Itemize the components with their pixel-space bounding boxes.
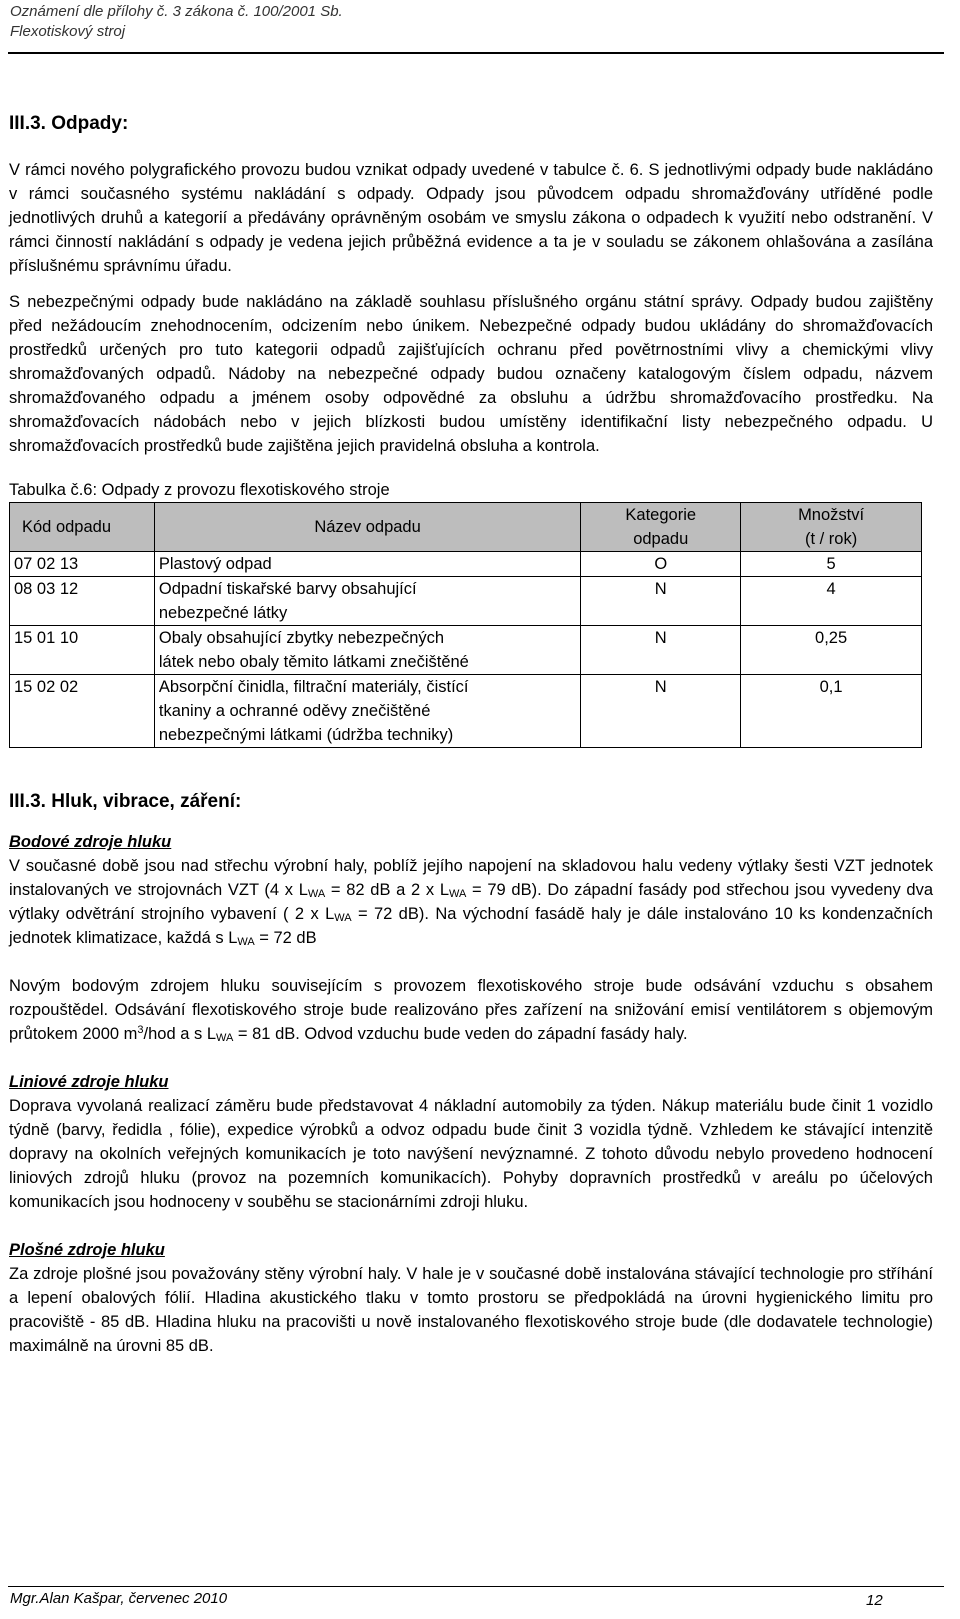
cell-category: O — [581, 552, 741, 577]
cell-name — [154, 552, 580, 577]
area-sources-paragraph: Za zdroje plošné jsou považovány stěny výrobní haly. V hale je v současné době instalována stávající technologie pro stříhání a lepení obalových fólií. Hladina akustického tlaku v tomto prostoru se předpokládá na úrovni hygienického limitu pro pracoviště - 85 dB. Hladina hluku na pracovišti u nově instalovaného flexotiskového stroje bude (dle dodavatele technologie) maximálně na úrovni 85 dB. — [9, 1265, 933, 1355]
cell-code: 07 02 13 — [10, 552, 155, 577]
header-subtitle: Flexotiskový stroj — [10, 23, 126, 40]
cell-code: 15 02 02 — [10, 675, 155, 748]
table-header-row — [10, 503, 922, 552]
text-run: V současné době jsou nad střechu výrobní haly, poblíž jejího napojení na skladovou halu vedeny výtlaky šesti VZT jednotek instalovaných ve strojovnách VZT (4 x L — [9, 857, 933, 899]
header-amount — [741, 503, 922, 552]
cell-category: N — [581, 675, 741, 748]
text-run: Novým bodovým zdrojem hluku souvisejícím s provozem flexotiskového stroje bude odsávání vzduchu s obsahem rozpouštědel. Odsávání flexotiskového stroje bude realizováno přes zařízení na snižování emisí ventilátorem s objemovým průtokem 2000 m — [9, 977, 933, 1043]
subscript: WA — [449, 888, 467, 900]
cell-amount: 0,1 — [741, 675, 922, 748]
footer-divider — [8, 1586, 944, 1587]
subscript: WA — [307, 888, 326, 900]
cell-name — [154, 675, 580, 748]
table-row — [10, 552, 922, 577]
text-run: = 82 dB a 2 x L — [325, 881, 450, 899]
point-sources-paragraph-2 — [9, 974, 933, 1046]
page-header — [10, 2, 940, 42]
cell-name — [154, 626, 580, 675]
text-run: = 72 dB). Na východní fasádě haly je dále instalováno 10 ks kondenzačních jednotek klimatizace, každá s L — [9, 905, 933, 947]
cell-amount: 0,25 — [741, 626, 922, 675]
header-code: Kód odpadu — [10, 503, 155, 552]
header-amount-line-1: Množství — [798, 506, 865, 524]
cell-name-line: Plastový odpad — [158, 555, 272, 573]
noise-heading: III.3. Hluk, vibrace, záření: — [9, 791, 242, 812]
table-row — [10, 577, 922, 626]
subscript: WA — [237, 936, 255, 948]
point-sources-title: Bodové zdroje hluku — [9, 833, 172, 851]
cell-name-line: Odpadní tiskařské barvy obsahující — [158, 580, 417, 598]
cell-name-line: Obaly obsahující zbytky nebezpečných — [158, 629, 445, 647]
cell-name-line: nebezpečné látky — [158, 604, 288, 622]
subscript: WA — [334, 912, 352, 924]
line-sources-title: Liniové zdroje hluku — [9, 1073, 169, 1091]
cell-name — [154, 577, 580, 626]
cell-category: N — [581, 577, 741, 626]
waste-paragraph-2: S nebezpečnými odpady bude nakládáno na základě souhlasu příslušného orgánu státní správy. Odpady budou zajištěny před nežádoucím znehodnocením, odcizením nebo únikem. Nebezpečné odpady budou ukládány do shromažďovacích prostředků určených pro tuto kategorii odpadů zajišťujících ochranu před povětrnostními vlivy a chemickými vlivy shromažďovaných odpadů. Nádoby na nebezpečné odpady budou označeny katalogovým číslem odpadu, názvem shromažďovaného odpadu a jménem osoby odpovědné za obsluhu a údržbu shromažďovacího prostředku. Na shromažďovacích nádobách nebo v jejich blízkosti budou umístěny identifikační listy nebezpečného odpadu. U shromažďovacích prostředků bude zajištěna jejich pravidelná obsluha a kontrola. — [9, 293, 933, 455]
point-sources-paragraph-1 — [9, 854, 933, 950]
table-caption: Tabulka č.6: Odpady z provozu flexotiskového stroje — [9, 481, 390, 499]
table-row — [10, 626, 922, 675]
cell-name-line: Absorpční činidla, filtrační materiály, čistící — [158, 678, 469, 696]
header-category-line-2: odpadu — [633, 530, 689, 548]
cell-category: N — [581, 626, 741, 675]
page-number: 12 — [866, 1592, 883, 1609]
header-divider — [8, 52, 944, 54]
header-category — [581, 503, 741, 552]
table-row — [10, 675, 922, 748]
cell-code: 15 01 10 — [10, 626, 155, 675]
text-run: = 79 dB). Do západní fasády pod střechou jsou vyvedeny dva výtlaky odvětrání strojního vybavení ( 2 x L — [9, 881, 934, 923]
waste-table — [9, 502, 922, 748]
header-title: Oznámení dle přílohy č. 3 zákona č. 100/2001 Sb. — [10, 3, 343, 20]
waste-heading: III.3. Odpady: — [9, 113, 129, 134]
page-content — [9, 112, 933, 1358]
waste-paragraph-1: V rámci nového polygrafického provozu budou vznikat odpady uvedené v tabulce č. 6. S jednotlivými odpady bude nakládáno v rámci současného systému nakládání s odpady. Odpady jsou původcem odpadu shromažďovány utříděné podle jednotlivých druhů a kategorií a předávány oprávněným osobám ve smyslu zákona o odpadech k využití nebo odstranění. V rámci činností nakládání s odpady je vedena jejich průběžná evidence a ta je v souladu se zákonem ohlašována a zasílána příslušnému správnímu úřadu. — [9, 161, 933, 275]
cell-name-line: nebezpečnými látkami (údržba techniky) — [158, 726, 454, 744]
cell-name-line: tkaniny a ochranné oděvy znečištěné — [158, 702, 431, 720]
footer-author: Mgr.Alan Kašpar, červenec 2010 — [10, 1590, 228, 1607]
header-amount-line-2: (t / rok) — [804, 530, 858, 548]
text-run: /hod a s L — [143, 1025, 217, 1043]
cell-name-line: látek nebo obaly těmito látkami znečištěné — [158, 653, 469, 671]
area-sources-title: Plošné zdroje hluku — [9, 1241, 165, 1259]
cell-amount: 5 — [741, 552, 922, 577]
superscript: 3 — [137, 1024, 144, 1036]
cell-amount: 4 — [741, 577, 922, 626]
line-sources-paragraph: Doprava vyvolaná realizací záměru bude představovat 4 nákladní automobily za týden. Nákup materiálu bude činit 1 vozidlo týdně (barvy, ředidla , fólie), expedice výrobků a odvoz odpadu bude činit 3 vozidla týdně. Vzhledem ke stávající intenzitě dopravy na okolních veřejných komunikacích je toto navýšení nevýznamné. Z tohoto důvodu nebylo provedeno hodnocení liniových zdrojů hluku (provoz na pozemních komunikacích). Pohyby dopravních prostředků v areálu po účelových komunikacích jsou hodnoceny v souběhu se stacionárními zdroji hluku. — [9, 1097, 933, 1211]
header-category-line-1: Kategorie — [625, 506, 697, 524]
subscript: WA — [216, 1032, 234, 1044]
cell-code: 08 03 12 — [10, 577, 155, 626]
text-run: = 81 dB. Odvod vzduchu bude veden do západní fasády haly. — [233, 1025, 688, 1043]
header-name: Název odpadu — [154, 503, 580, 552]
text-run: = 72 dB — [254, 929, 317, 947]
